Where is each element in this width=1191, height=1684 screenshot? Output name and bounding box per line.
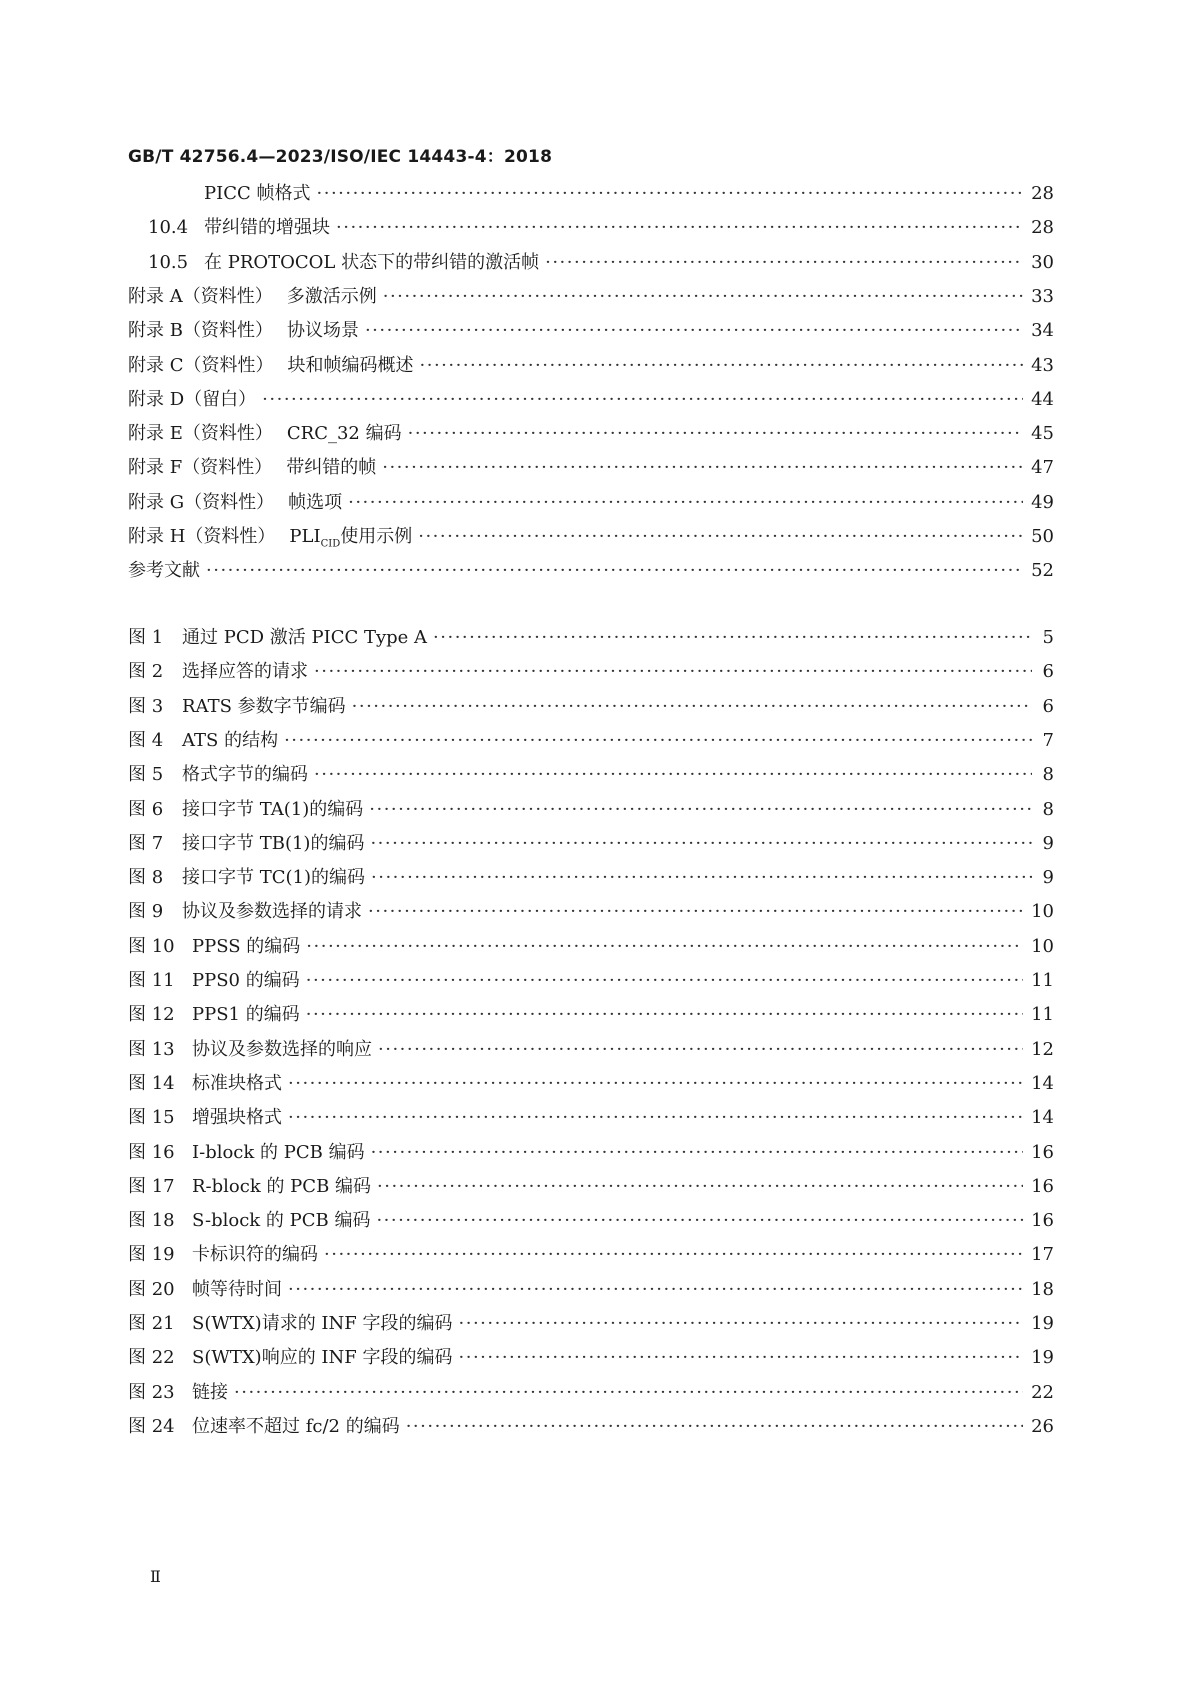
- dot-leader: [376, 1207, 1023, 1235]
- toc-entry[interactable]: [128, 557, 1054, 585]
- figure-entry-number: 图 14: [128, 1072, 175, 1094]
- dot-leader: [369, 796, 1032, 824]
- figure-entry-title: 标准块格式: [192, 1072, 282, 1094]
- toc-entry-title: CRC_32 编码: [286, 423, 402, 445]
- figure-entry-title: 协议及参数选择的请求: [182, 901, 362, 923]
- toc-entry-page: 44: [1031, 388, 1054, 410]
- figure-entry-page: 9: [1042, 832, 1054, 854]
- figure-entry-number: 图 20: [128, 1278, 175, 1300]
- document-header: GB/T 42756.4—2023/ISO/IEC 14443-4：2018: [128, 147, 553, 167]
- toc-entry-page: 28: [1031, 217, 1054, 239]
- figure-entry-page: 16: [1031, 1210, 1054, 1232]
- dot-leader: [371, 1139, 1024, 1167]
- dot-leader: [383, 283, 1023, 311]
- figure-entry[interactable]: [128, 624, 1054, 652]
- toc-entry[interactable]: [128, 386, 1054, 414]
- dot-leader: [368, 898, 1023, 926]
- dot-leader: [324, 1241, 1023, 1269]
- toc-entry-title: 帧选项: [288, 491, 343, 513]
- figure-entry-page: 14: [1031, 1072, 1054, 1094]
- figure-entry-number: 图 12: [128, 1004, 175, 1026]
- figure-entry[interactable]: [128, 1207, 1054, 1235]
- figure-entry-title: 格式字节的编码: [182, 764, 308, 786]
- dot-leader: [406, 1413, 1023, 1441]
- figure-entry-number: 图 9: [128, 901, 164, 923]
- figure-entry-title: RATS 参数字节编码: [182, 695, 346, 717]
- toc-entry-number: 附录 A（资料性）: [128, 285, 273, 307]
- figure-entry[interactable]: [128, 658, 1054, 686]
- toc-entry-number: 参考文献: [128, 560, 200, 582]
- toc-entry-number: 附录 D（留白）: [128, 388, 257, 410]
- figure-entry-title: 选择应答的请求: [182, 661, 308, 683]
- dot-leader: [314, 761, 1032, 789]
- figure-entry[interactable]: [128, 761, 1054, 789]
- figure-entry-title: PPS0 的编码: [192, 970, 300, 991]
- figure-entry-number: 图 5: [128, 764, 164, 786]
- toc-entry-number: 附录 E（资料性）: [128, 423, 273, 445]
- dot-leader: [418, 523, 1023, 551]
- figure-entry-title: PPS1 的编码: [192, 1004, 300, 1026]
- figure-entry-title: 链接: [192, 1381, 228, 1403]
- figure-entry-page: 8: [1042, 798, 1054, 820]
- figure-entry[interactable]: [128, 1173, 1054, 1201]
- figure-entry-number: 图 8: [128, 867, 164, 889]
- figure-entry[interactable]: [128, 933, 1054, 961]
- dot-leader: [348, 489, 1023, 517]
- figure-entry-page: 26: [1031, 1415, 1054, 1437]
- toc-entry[interactable]: [128, 523, 1054, 551]
- figure-entry-page: 12: [1031, 1038, 1054, 1060]
- figure-entry-title: ATS 的结构: [182, 729, 279, 751]
- dot-leader: [371, 864, 1032, 892]
- figure-entry-title: PPSS 的编码: [192, 935, 301, 957]
- figure-entry[interactable]: [128, 1344, 1054, 1372]
- page-number: Ⅱ: [150, 1567, 161, 1586]
- figure-entry-number: 图 11: [128, 970, 175, 991]
- dot-leader: [306, 933, 1023, 961]
- toc-entry-title: 协议场景: [286, 320, 359, 342]
- figure-entry[interactable]: [128, 693, 1054, 721]
- figure-entry-page: 6: [1042, 661, 1054, 683]
- dot-leader: [370, 830, 1032, 858]
- toc-entry[interactable]: [128, 454, 1054, 482]
- toc-entry-number: 10.5: [148, 251, 189, 273]
- figure-entry-title: 接口字节 TB(1)的编码: [182, 832, 365, 854]
- toc-entry[interactable]: [204, 180, 1054, 208]
- figure-entry-number: 图 13: [128, 1038, 175, 1060]
- toc-entry-number: 附录 F（资料性）: [128, 457, 273, 479]
- dot-leader: [288, 1104, 1023, 1132]
- figure-entry-page: 18: [1031, 1278, 1054, 1300]
- dot-leader: [206, 557, 1023, 585]
- dot-leader: [352, 693, 1032, 721]
- figure-entry[interactable]: [128, 967, 1054, 995]
- figure-entry[interactable]: [128, 796, 1054, 824]
- figure-entry-title: 卡标识符的编码: [192, 1244, 318, 1266]
- figure-entry[interactable]: [128, 1036, 1054, 1064]
- figure-entry-number: 图 21: [128, 1313, 175, 1334]
- toc-entry-page: 28: [1031, 183, 1054, 204]
- toc-entry-title: 在 PROTOCOL 状态下的带纠错的激活帧: [204, 251, 540, 273]
- toc-entry-number: 附录 B（资料性）: [128, 320, 273, 342]
- figure-entry-title: I-block 的 PCB 编码: [192, 1141, 365, 1163]
- dot-leader: [234, 1379, 1023, 1407]
- figure-entry-title: 接口字节 TC(1)的编码: [182, 867, 365, 889]
- toc-entry-number: 附录 C（资料性）: [128, 354, 274, 376]
- figure-entry[interactable]: [128, 1104, 1054, 1132]
- dot-leader: [336, 214, 1023, 242]
- dot-leader: [408, 420, 1023, 448]
- figure-entry-number: 图 2: [128, 661, 164, 683]
- figure-entry-number: 图 3: [128, 695, 164, 717]
- figure-entry-page: 14: [1031, 1107, 1054, 1129]
- figure-entry-page: 19: [1031, 1313, 1054, 1334]
- figure-entry-page: 16: [1031, 1141, 1054, 1163]
- figure-entry[interactable]: [128, 727, 1054, 755]
- toc-entry-title: PICC 帧格式: [204, 183, 311, 204]
- figure-entry-page: 22: [1031, 1381, 1054, 1403]
- figure-entry-number: 图 17: [128, 1175, 175, 1197]
- figure-entry-page: 19: [1031, 1347, 1054, 1369]
- toc-entry[interactable]: [128, 317, 1054, 345]
- dot-leader: [433, 624, 1032, 652]
- figure-entry-page: 9: [1042, 867, 1054, 889]
- figure-entry-number: 图 15: [128, 1107, 175, 1129]
- dot-leader: [306, 1001, 1023, 1029]
- figure-entry[interactable]: [128, 898, 1054, 926]
- figure-entry[interactable]: [128, 1070, 1054, 1098]
- figure-entry-number: 图 24: [128, 1415, 175, 1437]
- figure-entry-number: 图 7: [128, 832, 164, 854]
- figure-entry-title: 协议及参数选择的响应: [192, 1038, 372, 1060]
- figure-entry-page: 7: [1042, 729, 1054, 751]
- toc-entry-page: 52: [1031, 560, 1054, 582]
- figure-entry-number: 图 19: [128, 1244, 175, 1266]
- figure-entry-page: 17: [1031, 1244, 1054, 1266]
- toc-entry-page: 50: [1031, 526, 1054, 547]
- dot-leader: [378, 1036, 1023, 1064]
- toc-entry-subscript: CID: [320, 538, 341, 550]
- figure-entry-page: 10: [1031, 935, 1054, 957]
- toc-entry-page: 47: [1031, 457, 1054, 479]
- dot-leader: [317, 180, 1024, 208]
- toc-entry[interactable]: [128, 352, 1054, 380]
- toc-entry-number: 附录 G（资料性）: [128, 491, 275, 513]
- figure-entry-page: 11: [1031, 970, 1054, 991]
- figure-entry-number: 图 22: [128, 1347, 175, 1369]
- figure-entry-title: S-block 的 PCB 编码: [192, 1210, 371, 1232]
- figure-entry[interactable]: [128, 1276, 1054, 1304]
- dot-leader: [314, 658, 1032, 686]
- figure-entry-page: 10: [1031, 901, 1054, 923]
- figure-entry-title: 增强块格式: [192, 1107, 282, 1129]
- figure-entry-title: 帧等待时间: [192, 1278, 282, 1300]
- figure-entry-number: 图 4: [128, 729, 164, 751]
- figure-entry-title: R-block 的 PCB 编码: [192, 1175, 372, 1197]
- toc-entry[interactable]: [148, 249, 1054, 277]
- figure-entry-page: 11: [1031, 1004, 1054, 1026]
- toc-entry[interactable]: [128, 283, 1054, 311]
- toc-entry-number: 10.4: [148, 217, 189, 239]
- figure-entry[interactable]: [128, 864, 1054, 892]
- dot-leader: [545, 249, 1023, 277]
- figure-entry-title: 位速率不超过 fc/2 的编码: [192, 1415, 400, 1437]
- figure-entry-title: 通过 PCD 激活 PICC Type A: [182, 627, 428, 648]
- figure-entry[interactable]: [128, 1413, 1054, 1441]
- dot-leader: [365, 317, 1023, 345]
- figure-entry[interactable]: [128, 1379, 1054, 1407]
- toc-entry-page: 49: [1031, 491, 1054, 513]
- figure-entry-number: 图 6: [128, 798, 164, 820]
- toc-entry-page: 43: [1031, 354, 1054, 376]
- figure-entry-page: 5: [1042, 627, 1054, 648]
- toc-entry-number: 附录 H（资料性）: [128, 526, 276, 547]
- toc-entry[interactable]: [128, 489, 1054, 517]
- toc-entry-title: 块和帧编码概述: [287, 354, 414, 376]
- figure-entry[interactable]: [128, 1001, 1054, 1029]
- figure-entry-number: 图 1: [128, 627, 164, 648]
- figure-entry-page: 6: [1042, 695, 1054, 717]
- toc-entry[interactable]: [148, 214, 1054, 242]
- figure-entry[interactable]: [128, 1241, 1054, 1269]
- figure-entry-number: 图 10: [128, 935, 175, 957]
- toc-entry-title: 带纠错的帧: [286, 457, 377, 479]
- figure-entry-number: 图 16: [128, 1141, 175, 1163]
- toc-entry-page: 30: [1031, 251, 1054, 273]
- toc-entry-page: 34: [1031, 320, 1054, 342]
- dot-leader: [262, 386, 1023, 414]
- figure-entry-number: 图 23: [128, 1381, 175, 1403]
- dot-leader: [284, 727, 1032, 755]
- figure-entry-number: 图 18: [128, 1210, 175, 1232]
- toc-entry-title: 多激活示例: [286, 285, 377, 307]
- toc-entry[interactable]: [128, 420, 1054, 448]
- dot-leader: [288, 1070, 1023, 1098]
- figure-entry-page: 8: [1042, 764, 1054, 786]
- toc-entry-title: 带纠错的增强块: [204, 217, 330, 239]
- dot-leader: [288, 1276, 1023, 1304]
- dot-leader: [377, 1173, 1023, 1201]
- dot-leader: [420, 352, 1024, 380]
- figure-entry[interactable]: [128, 1310, 1054, 1338]
- figure-entry[interactable]: [128, 830, 1054, 858]
- dot-leader: [306, 967, 1023, 995]
- figure-entry-title: S(WTX)请求的 INF 字段的编码: [192, 1313, 453, 1334]
- figure-entry-title: S(WTX)响应的 INF 字段的编码: [192, 1347, 453, 1369]
- figure-entry-page: 16: [1031, 1175, 1054, 1197]
- figure-entry-title: 接口字节 TA(1)的编码: [182, 798, 364, 820]
- dot-leader: [459, 1344, 1024, 1372]
- dot-leader: [382, 454, 1023, 482]
- dot-leader: [459, 1310, 1024, 1338]
- toc-entry-page: 33: [1031, 285, 1054, 307]
- toc-entry-title: $PLI_{CID}$使用示例: [289, 526, 413, 550]
- figure-entry[interactable]: [128, 1139, 1054, 1167]
- toc-entry-page: 45: [1031, 423, 1054, 445]
